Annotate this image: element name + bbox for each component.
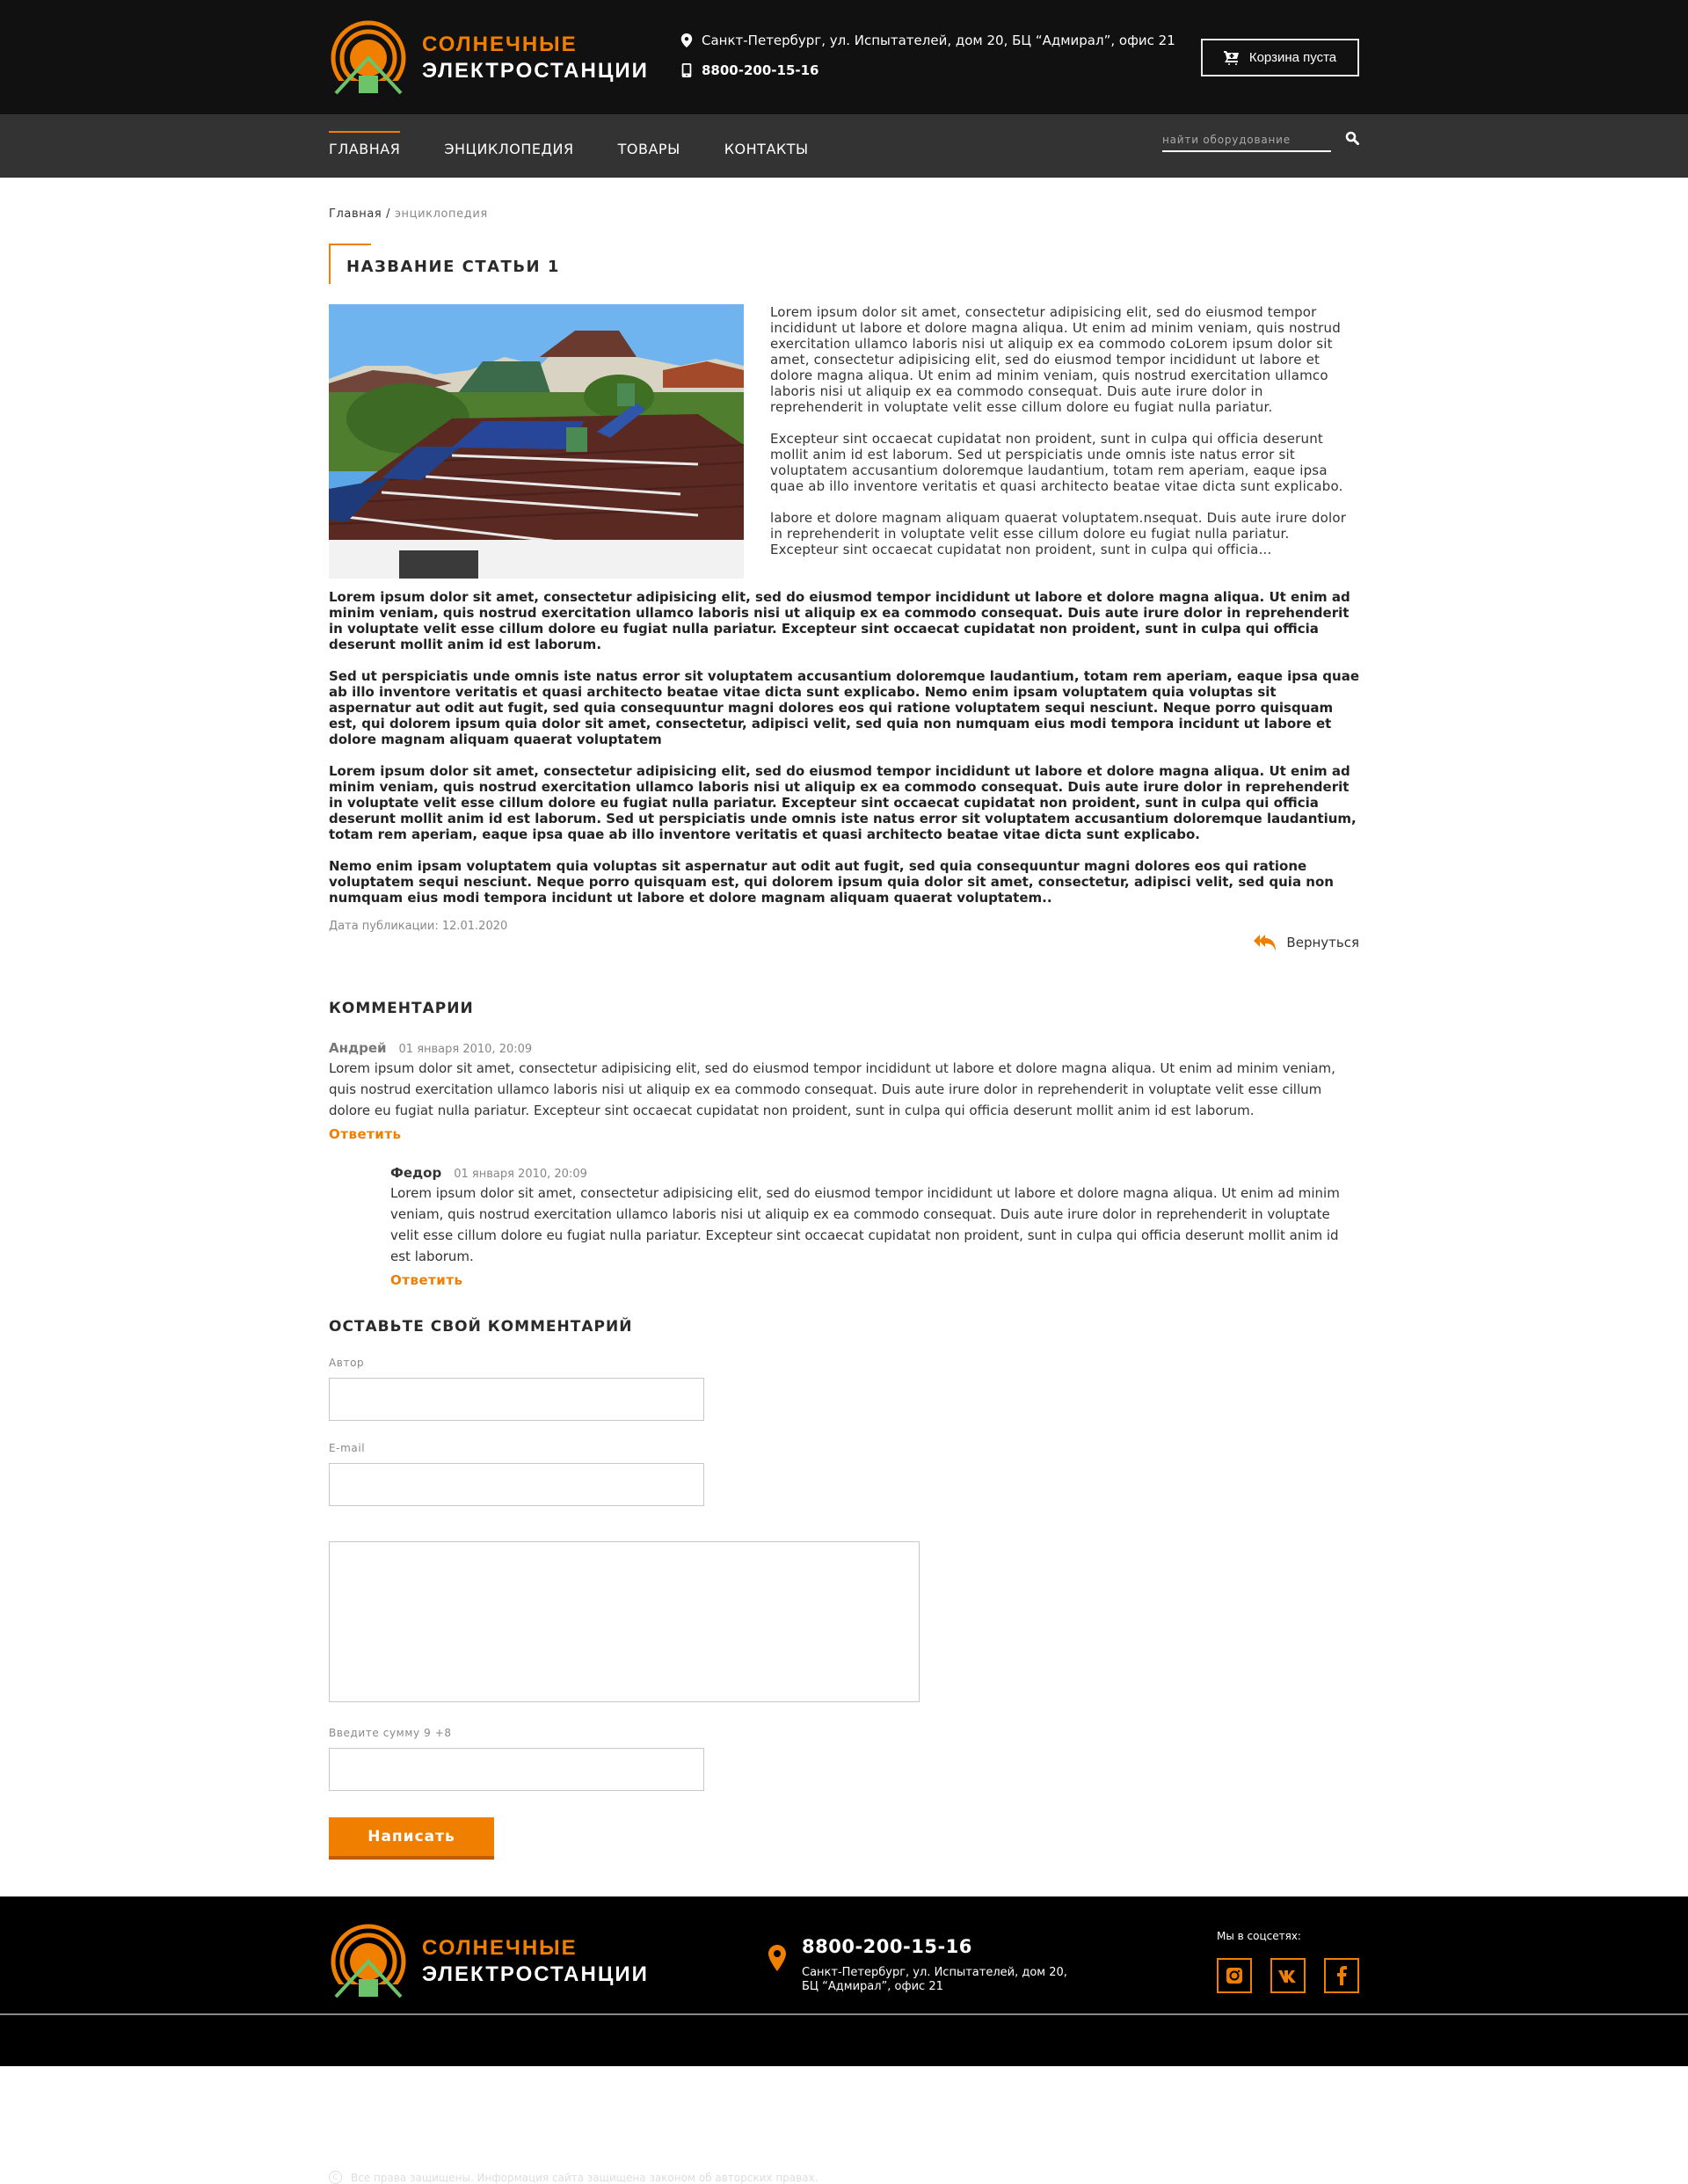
main-nav xyxy=(0,114,1688,178)
email-label: E-mail xyxy=(329,1442,366,1454)
mobile-phone-icon xyxy=(680,63,693,77)
footer-logo[interactable] xyxy=(329,1923,649,2000)
social-title: Мы в соцсетях: xyxy=(1217,1930,1301,1942)
search-box xyxy=(1162,130,1359,152)
map-pin-icon xyxy=(768,1945,786,1971)
cart-button[interactable] xyxy=(1201,39,1359,76)
reply-link[interactable]: Ответить xyxy=(390,1272,463,1288)
footer xyxy=(0,1896,1688,2184)
author-label: Автор xyxy=(329,1357,365,1369)
article-body xyxy=(329,589,1359,906)
comment-text: Lorem ipsum dolor sit amet, consectetur adipisicing elit, sed do eiusmod tempor incididunt ut labore et dolore magna aliqua. Ut enim ad minim veniam, quis nostrud exercitation ullamco laboris nisi ut aliquip ex ea commodo consequat. Duis aute irure dolor in reprehenderit in voluptate velit esse cillum dolore eu fugiat nulla pariatur. Excepteur sint occaecat cupidatat non proident, sunt in culpa qui officia deserunt mollit anim id est laborum. xyxy=(329,1060,1335,1118)
comments-title: КОММЕНТАРИИ xyxy=(329,1000,474,1017)
page-title-block xyxy=(329,244,1359,286)
footer-contacts xyxy=(768,1936,1067,1994)
side-paragraph: exercitation ullamco laboris nisi ut aliquip ex ea commodo coLorem ipsum dolor sit amet, consectetur adipisicing elit, sed do eiusmod tempor incididunt ut labore et dolore magna aliqua. Ut enim ad minim veniam, quis nostrud exercitation ullamco laboris nisi ut aliquip ex ea commodo consequat. Duis aute irure dolor in reprehenderit in voluptate velit esse cillum dolore eu fugiat nulla pariatur. xyxy=(770,336,1333,415)
comment-textarea[interactable] xyxy=(329,1541,920,1702)
comment-date: 01 января 2010, 20:09 xyxy=(454,1168,587,1181)
top-header xyxy=(0,0,1688,114)
breadcrumb-current: энциклопедия xyxy=(394,207,488,221)
breadcrumb xyxy=(329,207,1359,221)
reply-link[interactable]: Ответить xyxy=(329,1126,402,1142)
logo-sun-house-icon xyxy=(329,19,408,97)
footer-phone[interactable]: 8800-200-15-16 xyxy=(802,1936,972,1957)
comment-author: Андрей xyxy=(329,1040,387,1056)
comment-date: 01 января 2010, 20:09 xyxy=(398,1043,533,1056)
facebook-link[interactable] xyxy=(1324,1958,1359,1993)
copyright-text: Все права защищены. Информация сайта защищена законом об авторских правах. xyxy=(351,2171,819,2184)
facebook-icon xyxy=(1336,1966,1347,1985)
comments-section xyxy=(329,1000,1359,1288)
side-paragraph: Excepteur sint occaecat cupidatat non proident, sunt in culpa qui officia deserunt mollit anim id est laborum. Sed ut perspiciatis unde omnis iste natus error sit voluptatem accusantium doloremque laudantium, totam rem aperiam, eaque ipsa quae ab illo inventore veritatis et quasi architecto beatae vitae dicta sunt explicabo. xyxy=(770,431,1343,494)
body-paragraph: Nemo enim ipsam voluptatem quia voluptas sit aspernatur aut odit aut fugit, sed quia consequuntur magni dolores eos qui ratione voluptatem sequi nesciunt. Neque porro quisquam est, qui dolorem ipsum quia dolor sit amet, consectetur, adipisci velit, sed quia non numquam eius modi tempora incidunt ut labore et dolore magnam aliquam quaerat voluptatem.. xyxy=(329,858,1334,906)
author-input[interactable] xyxy=(329,1378,704,1421)
header-contacts xyxy=(680,30,1175,90)
body-paragraph: Lorem ipsum dolor sit amet, consectetur adipisicing elit, sed do eiusmod tempor incididunt ut labore et dolore magna aliqua. Ut enim ad minim veniam, quis nostrud exercitation ullamco laboris nisi ut aliquip ex ea commodo consequat. Duis aute irure dolor in reprehenderit in voluptate velit esse cillum dolore eu fugiat nulla pariatur. Excepteur sint occaecat cupidatat non proident, sunt in culpa qui officia deserunt mollit anim id est laborum. xyxy=(329,589,1350,652)
back-arrow-icon xyxy=(1253,933,1277,952)
logo[interactable] xyxy=(329,19,649,97)
logo-line1: СОЛНЕЧНЫЕ xyxy=(422,33,578,56)
search-input[interactable] xyxy=(1162,130,1331,152)
cart-label: Корзина пуста xyxy=(1248,50,1337,65)
logo-line2: ЭЛЕКТРОСТАНЦИИ xyxy=(422,1962,649,1986)
vk-link[interactable] xyxy=(1270,1958,1306,1993)
nav-item-contacts[interactable]: КОНТАКТЫ xyxy=(724,141,809,157)
back-label: Вернуться xyxy=(1286,935,1359,950)
back-row xyxy=(329,933,1359,965)
comment-reply xyxy=(390,1165,1359,1288)
logo-text xyxy=(422,32,649,84)
logo-sun-house-icon xyxy=(329,1923,408,2000)
article-side-text xyxy=(770,304,1359,579)
side-paragraph: Lorem ipsum dolor sit amet, consectetur adipisicing elit, sed do eiusmod tempor incididunt ut labore et dolore magna aliqua. Ut enim ad minim veniam, quis nostrud xyxy=(770,304,1341,336)
breadcrumb-separator: / xyxy=(382,207,395,221)
map-pin-icon xyxy=(680,33,693,47)
nav-menu xyxy=(329,114,853,178)
submit-button[interactable]: Написать xyxy=(329,1817,494,1860)
article-intro xyxy=(329,304,1359,579)
footer-divider xyxy=(0,2013,1688,2015)
email-input[interactable] xyxy=(329,1463,704,1506)
instagram-link[interactable] xyxy=(1217,1958,1252,1993)
captcha-label: Введите сумму 9 +8 xyxy=(329,1727,452,1739)
shopping-cart-icon xyxy=(1224,51,1239,65)
publication-date: Дата публикации: 12.01.2020 xyxy=(329,920,508,933)
nav-item-products[interactable]: ТОВАРЫ xyxy=(617,141,680,157)
comment-author: Федор xyxy=(390,1165,442,1181)
copyright xyxy=(329,2171,818,2184)
page-title: НАЗВАНИЕ СТАТЬИ 1 xyxy=(346,258,560,276)
header-phone[interactable]: 8800-200-15-16 xyxy=(702,62,819,78)
comment-text: Lorem ipsum dolor sit amet, consectetur adipisicing elit, sed do eiusmod tempor incididunt ut labore et dolore magna aliqua. Ut enim ad minim veniam, quis nostrud exercitation ullamco laboris nisi ut aliquip ex ea commodo consequat. Duis aute irure dolor in reprehenderit in voluptate velit esse cillum dolore eu fugiat nulla pariatur. Excepteur sint occaecat cupidatat non proident, sunt in culpa qui officia deserunt mollit anim id est laborum. xyxy=(390,1185,1340,1264)
body-paragraph: Lorem ipsum dolor sit amet, consectetur adipisicing elit, sed do eiusmod tempor incididunt ut labore et dolore magna aliqua. Ut enim ad minim veniam, quis nostrud exercitation ullamco laboris nisi ut aliquip ex ea commodo consequat. Duis aute irure dolor in reprehenderit in voluptate velit esse cillum dolore eu fugiat nulla pariatur. Excepteur sint occaecat cupidatat non proident, sunt in culpa qui officia deserunt mollit anim id est laborum. Sed ut perspiciatis unde omnis iste natus error sit voluptatem accusantium doloremque laudantium, totam rem aperiam, eaque ipsa quae ab illo inventore veritatis et quasi architecto beatae vitae dicta sunt explicabo. xyxy=(329,763,1357,842)
article-image xyxy=(329,304,744,579)
instagram-icon xyxy=(1226,1967,1243,1984)
comment xyxy=(329,1040,1359,1142)
back-link[interactable] xyxy=(1253,933,1359,952)
main-content xyxy=(0,178,1688,1860)
social-block xyxy=(1217,1930,1359,1993)
solar-roof-photo xyxy=(329,304,744,579)
breadcrumb-home[interactable]: Главная xyxy=(329,207,382,221)
nav-item-encyclopedia[interactable]: ЭНЦИКЛОПЕДИЯ xyxy=(444,141,574,157)
side-paragraph: labore et dolore magnam aliquam quaerat voluptatem.nsequat. Duis aute irure dolor in reprehenderit in voluptate velit esse cillum dolore eu fugiat nulla pariatur. Excepteur sint occaecat cupidatat non proident, sunt in culpa qui officia... xyxy=(770,510,1347,557)
logo-line2: ЭЛЕКТРОСТАНЦИИ xyxy=(422,59,649,83)
body-paragraph: Sed ut perspiciatis unde omnis iste natus error sit voluptatem accusantium doloremque laudantium, totam rem aperiam, eaque ipsa quae ab illo inventore veritatis et quasi architecto beatae vitae dicta sunt explicabo. Nemo enim ipsam voluptatem quia voluptas sit aspernatur aut odit aut fugit, sed quia consequuntur magni dolores eos qui ratione voluptatem sequi nesciunt. Neque porro quisquam est, qui dolorem ipsum quia dolor sit amet, consectetur, adipisci velit, sed quia non numquam eius modi tempora incidunt ut labore et dolore magnam aliquam quaerat voluptatem xyxy=(329,668,1359,747)
logo-line1: СОЛНЕЧНЫЕ xyxy=(422,1936,578,1960)
logo-text xyxy=(422,1935,649,1988)
search-icon[interactable] xyxy=(1345,131,1359,145)
nav-item-home[interactable]: ГЛАВНАЯ xyxy=(329,114,400,178)
copyright-icon: C xyxy=(329,2171,342,2184)
vk-icon xyxy=(1277,1969,1299,1983)
header-address: Санкт-Петербург, ул. Испытателей, дом 20, БЦ “Адмирал”, офис 21 xyxy=(702,33,1175,48)
footer-address-line1: Санкт-Петербург, ул. Испытателей, дом 20, xyxy=(802,1966,1067,1979)
comment-form xyxy=(329,1318,1359,1860)
form-title: ОСТАВЬТЕ СВОЙ КОММЕНТАРИЙ xyxy=(329,1318,633,1336)
footer-address-line2: БЦ “Адмирал”, офис 21 xyxy=(802,1980,943,1993)
captcha-input[interactable] xyxy=(329,1748,704,1791)
